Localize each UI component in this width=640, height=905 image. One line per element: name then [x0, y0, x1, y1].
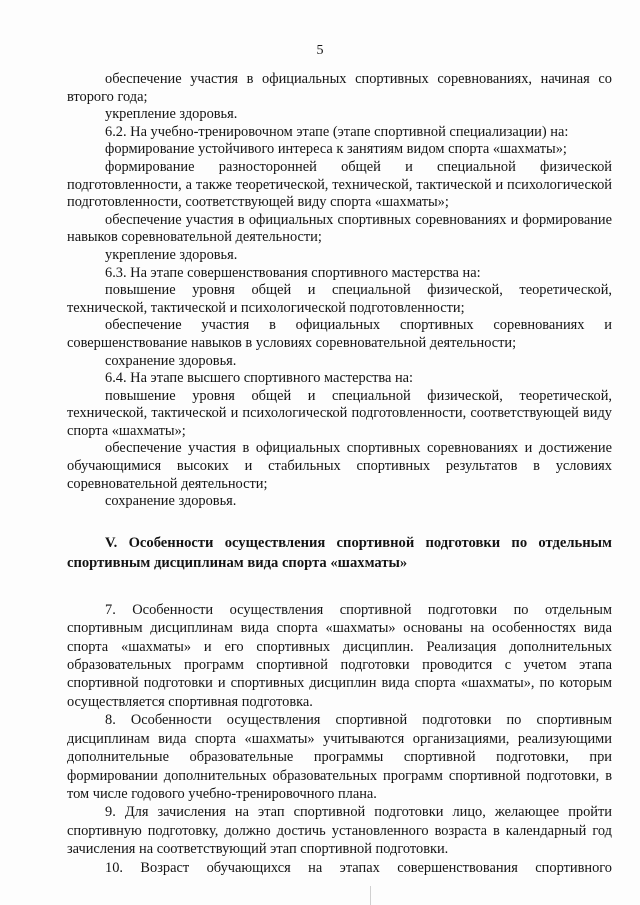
- training-goals-list: [67, 71, 612, 511]
- paragraph: формирование устойчивого интереса к занятиям видом спорта «шахматы»;: [105, 141, 567, 158]
- paragraph: укрепление здоровья.: [105, 246, 238, 263]
- paragraph: 9. Для зачисления на этап спортивной подготовки лицо, желающее пройти спортивную подготовку, должно достичь установленного возраста в календарный год зачисления на соответствующий этап спортивной подготовки.: [67, 804, 612, 858]
- scan-artifact: [370, 886, 374, 905]
- paragraph: 6.2. На учебно-тренировочном этапе (этапе спортивной специализации) на:: [105, 123, 569, 140]
- paragraph: 10. Возраст обучающихся на этапах совершенствования спортивного: [105, 859, 612, 876]
- paragraph: 7. Особенности осуществления спортивной подготовки по отдельным спортивным дисциплинам вида спорта «шахматы» основаны на особенностях вида спорта «шахматы» и его спортивных дисциплин. Реализация дополнительных образовательных программ спортивной подготовки проводится с учетом этапа спортивной подготовки и спортивных дисциплин вида спорта «шахматы», по которым осуществляется спортивная подготовка.: [67, 601, 612, 710]
- paragraph: сохранение здоровья.: [105, 352, 237, 369]
- paragraph: формирование разносторонней общей и специальной физической подготовленности, а также теоретической, технической, тактической и психологической подготовленности, соответствующей виду спорта «шахматы»;: [67, 158, 612, 211]
- section-heading: V. Особенности осуществления спортивной подготовки по отдельным спортивным дисциплинам вида спорта «шахматы»: [67, 534, 612, 571]
- paragraph: обеспечение участия в официальных спортивных соревнованиях и формирование навыков соревновательной деятельности;: [67, 211, 612, 246]
- paragraph: обеспечение участия в официальных спортивных соревнованиях, начиная со второго года;: [67, 71, 612, 105]
- paragraph: сохранение здоровья.: [105, 493, 237, 510]
- paragraph: повышение уровня общей и специальной физической, теоретической, технической, тактической и психологической подготовленности;: [67, 282, 612, 316]
- document-body: [67, 71, 612, 877]
- paragraph: обеспечение участия в официальных спортивных соревнованиях и совершенствование навыков в условиях соревновательной деятельности;: [67, 317, 612, 351]
- page-number: 5: [316, 43, 324, 58]
- paragraph: повышение уровня общей и специальной физической, теоретической, технической, тактической и психологической подготовленности, соответствующей виду спорта «шахматы»;: [67, 387, 612, 439]
- paragraph: 8. Особенности осуществления спортивной подготовки по спортивным дисциплинам вида спорта «шахматы» учитываются организациями, реализующими дополнительные образовательные программы спортивной подготовки, при формировании дополнительных образовательных программ спортивной подготовки, в том числе годового учебно-тренировочного плана.: [67, 712, 612, 802]
- paragraph: 6.3. На этапе совершенствования спортивного мастерства на:: [105, 264, 481, 281]
- paragraph: 6.4. На этапе высшего спортивного мастерства на:: [105, 370, 414, 387]
- paragraph: укрепление здоровья.: [105, 106, 238, 123]
- paragraph: обеспечение участия в официальных спортивных соревнованиях и достижение обучающимися высоких и стабильных спортивных результатов в условиях соревновательной деятельности;: [67, 440, 612, 492]
- section-v-body: [67, 601, 612, 877]
